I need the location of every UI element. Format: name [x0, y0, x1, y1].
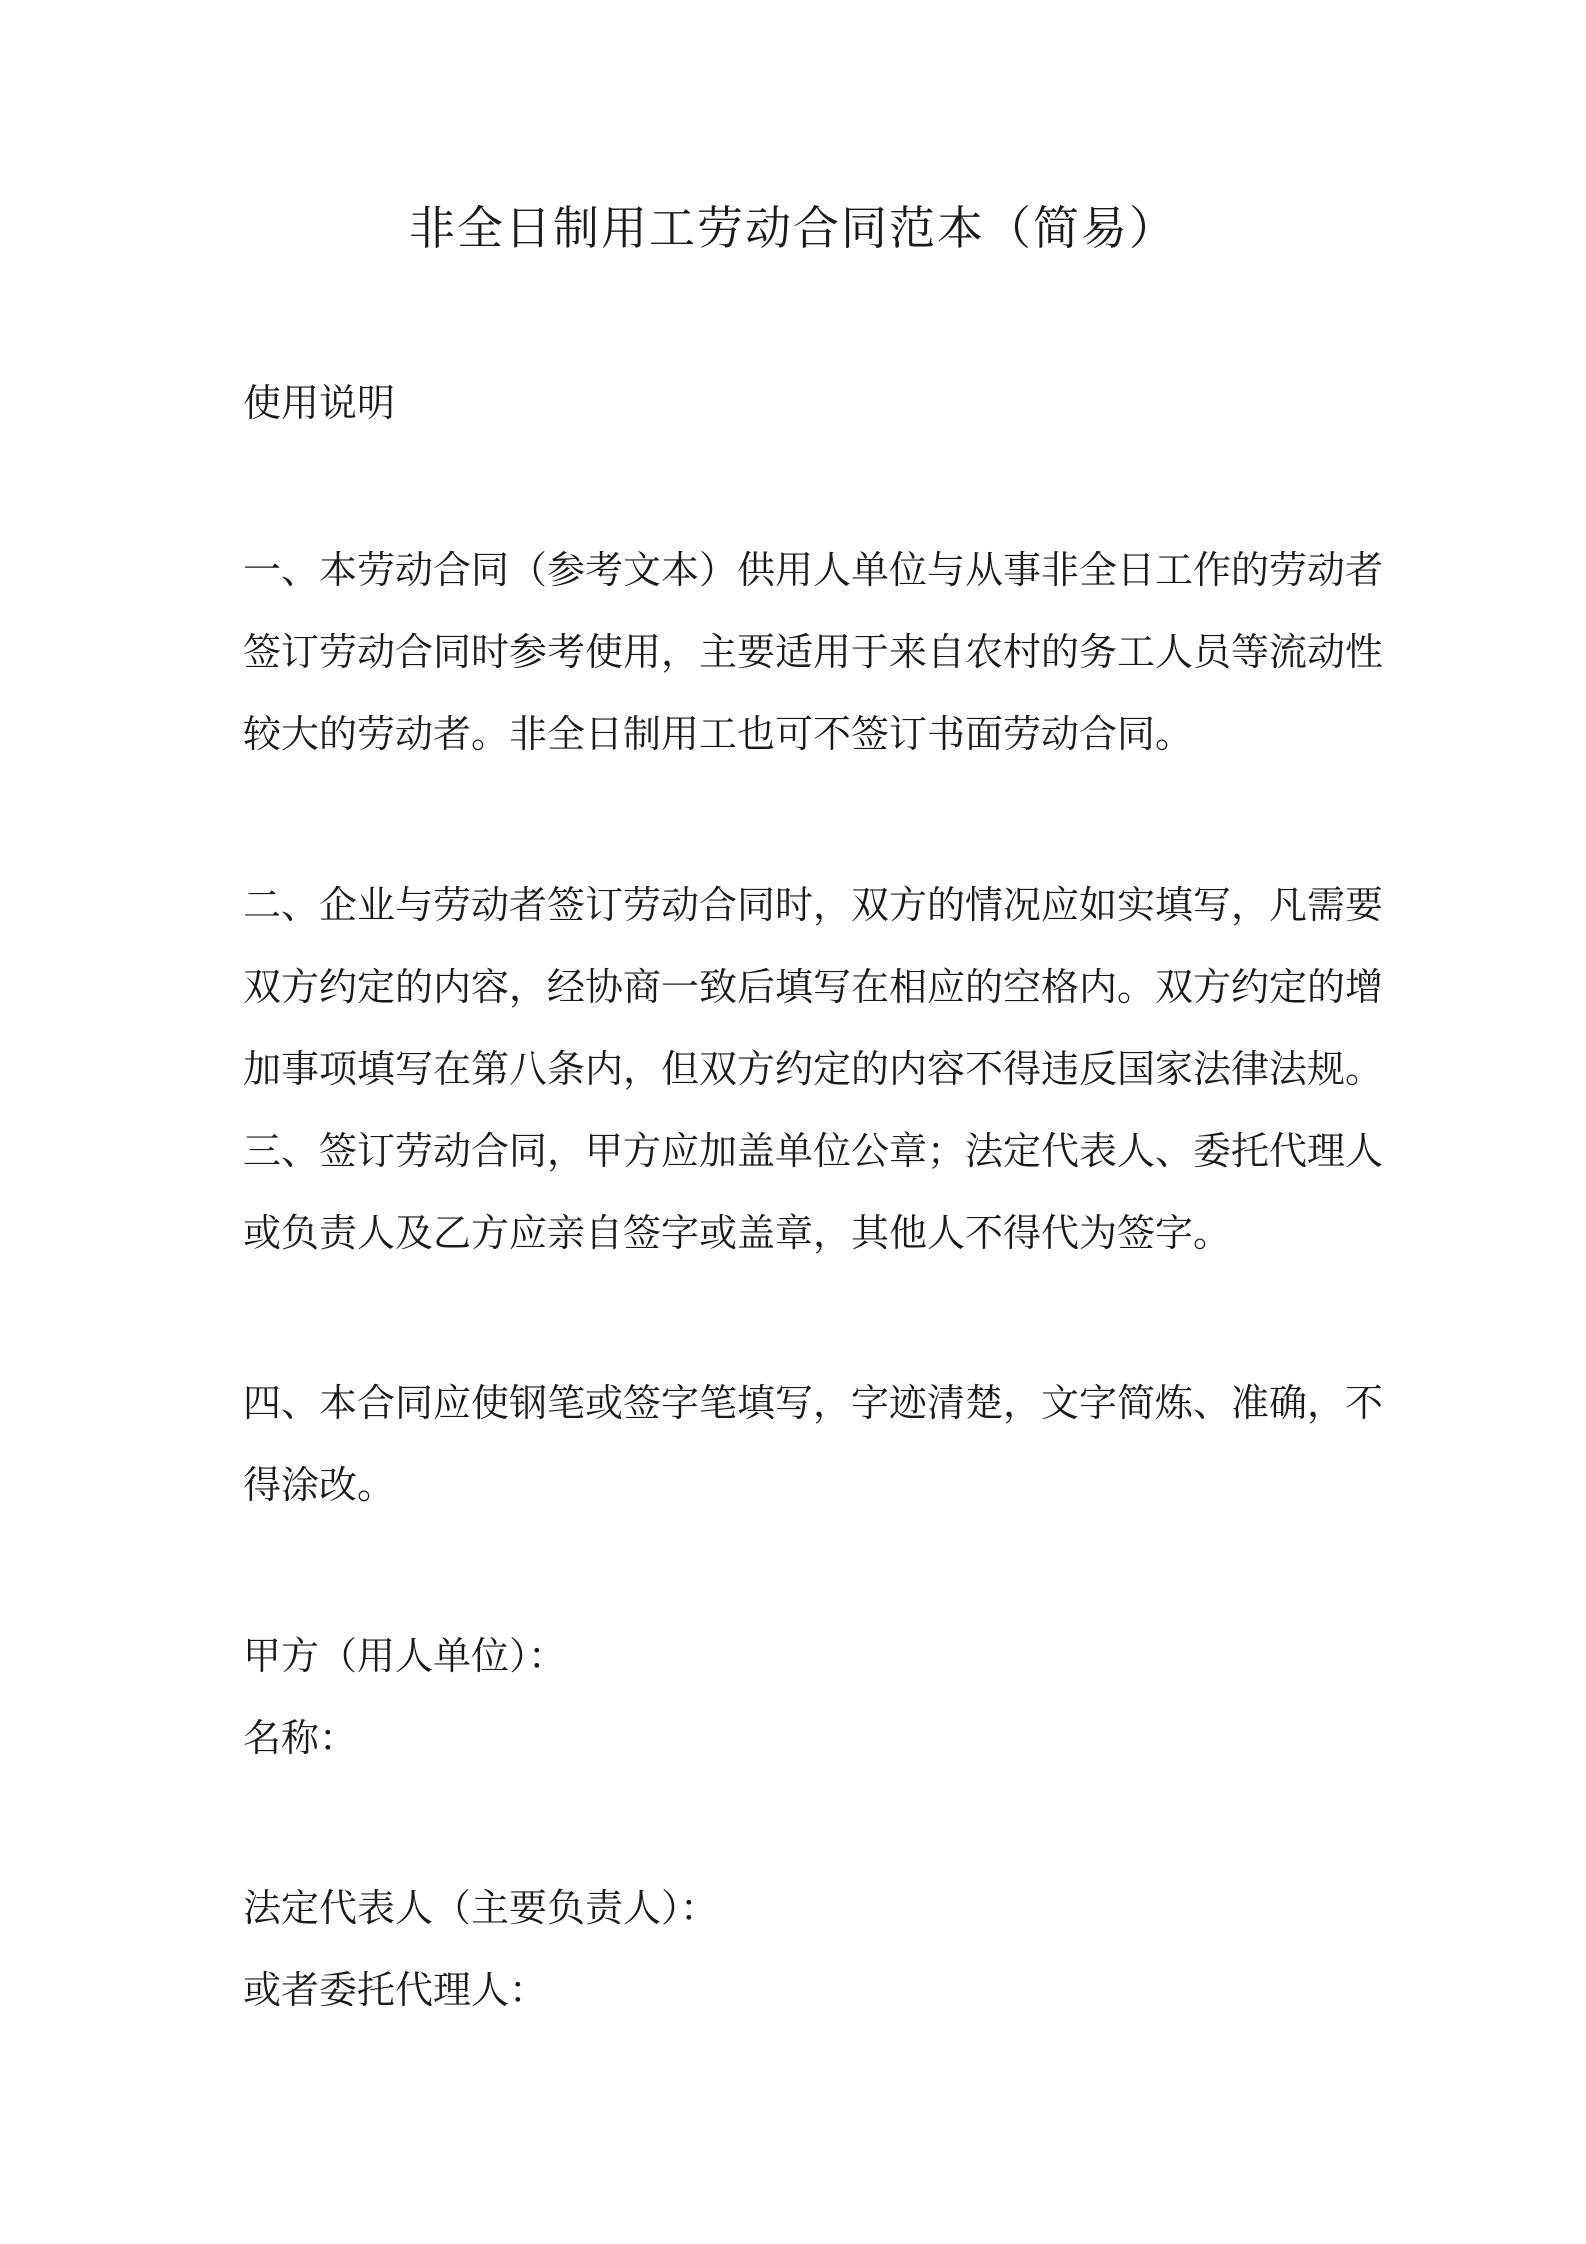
paragraph-4-line-2: 得涂改。 — [243, 1463, 396, 1507]
agent-label: 或者委托代理人： — [243, 1968, 548, 2012]
usage-heading: 使用说明 — [243, 381, 396, 425]
document-title: 非全日制用工劳动合同范本（简易） — [409, 201, 1177, 255]
paragraph-2-line-3: 加事项填写在第八条内，但双方约定的内容不得违反国家法律法规。 — [243, 1047, 1384, 1091]
party-a-label: 甲方（用人单位）： — [243, 1634, 567, 1678]
paragraph-2-line-1: 二、企业与劳动者签订劳动合同时，双方的情况应如实填写，凡需要 — [243, 883, 1384, 927]
name-label: 名称： — [243, 1716, 358, 1760]
paragraph-3-line-2: 或负责人及乙方应亲自签字或盖章，其他人不得代为签字。 — [243, 1211, 1232, 1255]
paragraph-4-line-1: 四、本合同应使钢笔或签字笔填写，字迹清楚，文字简炼、准确，不 — [243, 1381, 1384, 1425]
legal-rep-label: 法定代表人（主要负责人）： — [243, 1886, 719, 1930]
paragraph-1-line-1: 一、本劳动合同（参考文本）供用人单位与从事非全日工作的劳动者 — [243, 548, 1384, 592]
paragraph-1-line-3: 较大的劳动者。非全日制用工也可不签订书面劳动合同。 — [243, 712, 1194, 756]
paragraph-2-line-2: 双方约定的内容，经协商一致后填写在相应的空格内。双方约定的增 — [243, 965, 1384, 1009]
paragraph-1-line-2: 签订劳动合同时参考使用，主要适用于来自农村的务工人员等流动性 — [243, 630, 1384, 674]
paragraph-3-line-1: 三、签订劳动合同，甲方应加盖单位公章；法定代表人、委托代理人 — [243, 1129, 1384, 1173]
